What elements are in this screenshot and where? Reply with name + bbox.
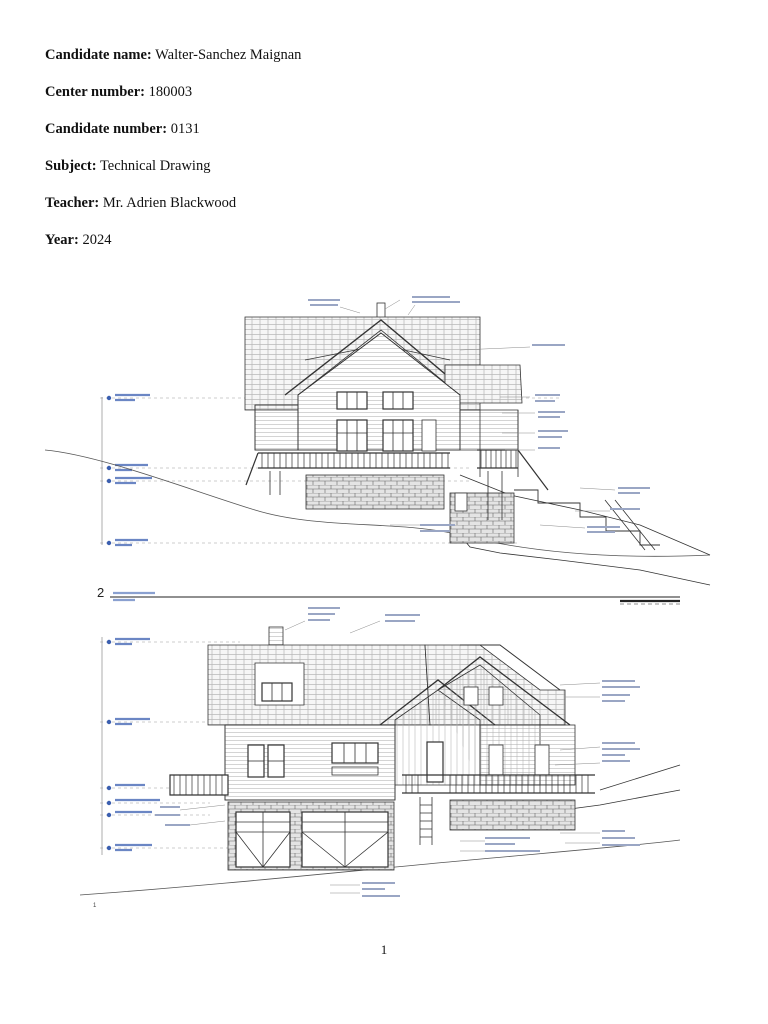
year-label: Year: xyxy=(45,232,79,248)
subject-row xyxy=(45,155,301,192)
center-number-label: Center number: xyxy=(45,84,146,100)
subject-value: Technical Drawing xyxy=(99,158,211,174)
teacher-row xyxy=(45,192,301,229)
teacher-value: Mr. Adrien Blackwood xyxy=(102,195,237,211)
year-row xyxy=(45,229,301,266)
subject-label: Subject: xyxy=(45,158,97,174)
page-number: 1 xyxy=(380,942,388,957)
year-value: 2024 xyxy=(82,232,112,248)
candidate-info xyxy=(45,44,301,266)
candidate-name-row xyxy=(45,44,301,81)
teacher-label: Teacher: xyxy=(45,195,100,211)
candidate-name-value: Walter-Sanchez Maignan xyxy=(155,47,302,63)
architectural-elevations-drawing xyxy=(40,285,730,910)
center-number-row xyxy=(45,81,301,118)
sheet-marker: 1 xyxy=(93,903,97,909)
candidate-number-row xyxy=(45,118,301,155)
upper-elevation xyxy=(45,297,710,585)
lower-elevation xyxy=(80,608,680,896)
candidate-name-label: Candidate name: xyxy=(45,47,152,63)
center-number-value: 180003 xyxy=(148,84,193,100)
candidate-number-value: 0131 xyxy=(170,121,200,137)
candidate-number-label: Candidate number: xyxy=(45,121,168,137)
view-number: 2 xyxy=(97,585,105,600)
